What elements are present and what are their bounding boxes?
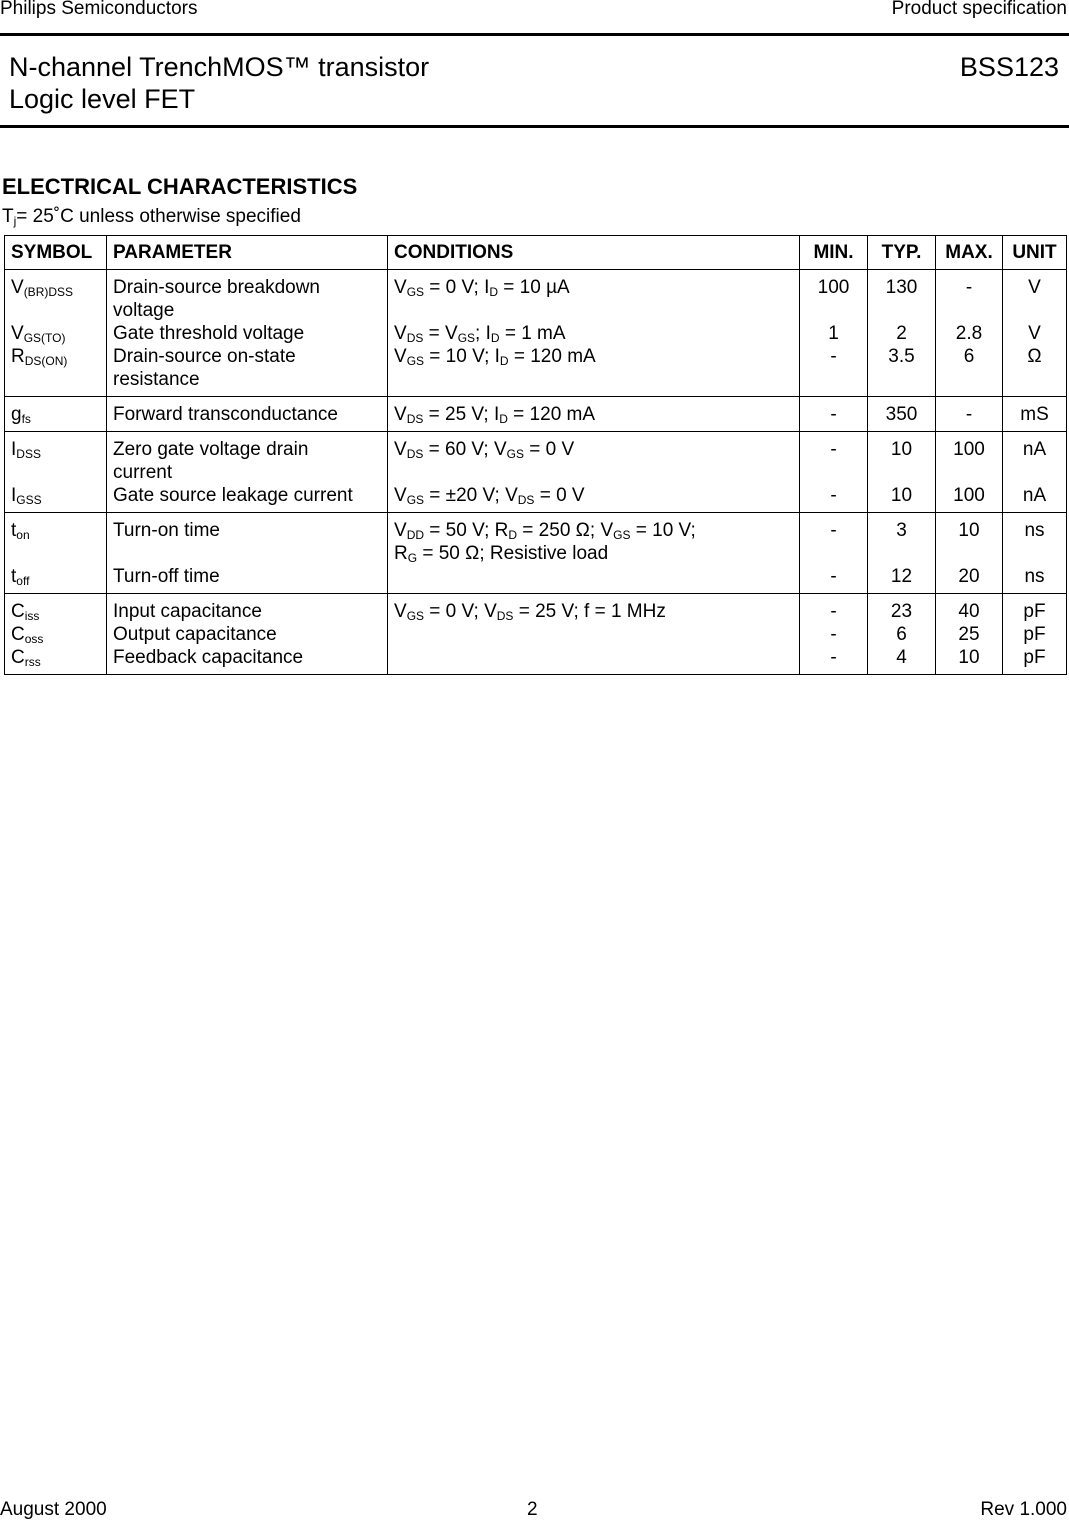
typ-value: 4 bbox=[896, 647, 907, 668]
page-number: 2 bbox=[527, 1499, 538, 1520]
max-cell bbox=[936, 432, 1003, 513]
header-max: MAX. bbox=[936, 236, 1003, 270]
footer-date: August 2000 bbox=[0, 1499, 107, 1520]
symbol-cell bbox=[5, 397, 107, 432]
condition-text: $V_{DD} = 50$ V; $R_D = 250$ Ω; $V_{GS} = 10$ V; bbox=[394, 520, 696, 542]
max-value: 6 bbox=[963, 346, 975, 367]
condition-text: $V_{GS} = \pm 20$ V; $V_{DS} = 0$ V bbox=[394, 485, 585, 507]
symbol-i-dss: $I_{DSS}$ bbox=[11, 439, 41, 461]
min-value: 100 bbox=[817, 277, 850, 298]
typ-value: 12 bbox=[890, 566, 913, 587]
symbol-t-off: $t_{off}$ bbox=[11, 566, 30, 588]
condition-text: $V_{DS} = V_{GS}$; $I_D = 1$ mA bbox=[394, 323, 566, 345]
condition-text: $V_{GS} = 10$ V; $I_D = 120$ mA bbox=[394, 346, 596, 368]
min-value: - bbox=[830, 404, 837, 425]
unit-value: pF bbox=[1023, 647, 1046, 668]
symbol-cell bbox=[5, 513, 107, 594]
title-line-2: Logic level FET bbox=[9, 84, 196, 114]
symbol-v-br-dss: $V_{(BR)DSS}$ bbox=[11, 277, 74, 299]
min-value: - bbox=[830, 520, 837, 541]
max-value: 40 bbox=[958, 601, 980, 622]
unit-value: nA bbox=[1022, 485, 1047, 506]
parameter-text: Forward transconductance bbox=[113, 404, 338, 425]
conditions-cell bbox=[388, 513, 800, 594]
typ-cell bbox=[868, 397, 936, 432]
typ-cell bbox=[868, 594, 936, 675]
min-value: - bbox=[830, 485, 837, 506]
symbol-r-ds-on: $R_{DS(ON)}$ bbox=[11, 346, 68, 368]
parameter-text: Turn-off time bbox=[113, 566, 220, 587]
symbol-g-fs: $g_{fs}$ bbox=[11, 404, 31, 426]
min-value: - bbox=[830, 601, 837, 622]
parameter-text: Gate threshold voltage bbox=[113, 323, 305, 344]
unit-value: ns bbox=[1024, 520, 1045, 541]
min-cell bbox=[800, 270, 868, 397]
header-symbol: SYMBOL bbox=[5, 236, 107, 270]
typ-cell bbox=[868, 270, 936, 397]
document-type: Product specification bbox=[891, 0, 1067, 19]
symbol-cell bbox=[5, 432, 107, 513]
symbol-cell bbox=[5, 270, 107, 397]
typ-value: 23 bbox=[890, 601, 913, 622]
symbol-cell bbox=[5, 594, 107, 675]
min-value: - bbox=[830, 566, 837, 587]
parameter-text: Drain-source breakdown bbox=[113, 277, 320, 298]
unit-value: pF bbox=[1023, 601, 1046, 622]
header-conditions: CONDITIONS bbox=[388, 236, 800, 270]
symbol-c-iss: $C_{iss}$ bbox=[11, 601, 40, 623]
conditions-cell bbox=[388, 270, 800, 397]
symbol-c-rss: $C_{rss}$ bbox=[11, 647, 41, 669]
parameter-text: Output capacitance bbox=[113, 624, 277, 645]
parameter-text: Feedback capacitance bbox=[113, 647, 304, 668]
max-value: 10 bbox=[958, 520, 980, 541]
header-parameter: PARAMETER bbox=[107, 236, 388, 270]
unit-cell bbox=[1003, 594, 1067, 675]
parameter-text: Input capacitance bbox=[113, 601, 262, 622]
table-row bbox=[5, 594, 1067, 675]
parameter-cell bbox=[107, 432, 388, 513]
parameter-text: Drain-source on-state bbox=[113, 346, 296, 367]
symbol-i-gss: $I_{GSS}$ bbox=[11, 485, 42, 507]
unit-value: V bbox=[1028, 323, 1041, 344]
parameter-text: voltage bbox=[113, 300, 175, 321]
typ-cell bbox=[868, 432, 936, 513]
min-value: - bbox=[830, 346, 837, 367]
typ-value: 130 bbox=[885, 277, 918, 298]
unit-value: V bbox=[1028, 277, 1041, 298]
typ-value: 10 bbox=[890, 485, 913, 506]
parameter-text: resistance bbox=[113, 369, 200, 390]
electrical-characteristics-table bbox=[4, 235, 1067, 675]
part-number: BSS123 bbox=[959, 52, 1059, 82]
section-title: ELECTRICAL CHARACTERISTICS bbox=[2, 174, 358, 199]
unit-cell bbox=[1003, 432, 1067, 513]
table-row bbox=[5, 513, 1067, 594]
typ-value: 3.5 bbox=[888, 346, 915, 367]
condition-text: $V_{DS} = 25$ V; $I_D = 120$ mA bbox=[394, 404, 596, 426]
max-value: 2.8 bbox=[955, 323, 983, 344]
parameter-cell bbox=[107, 397, 388, 432]
min-value: - bbox=[830, 439, 837, 460]
symbol-t-on: $t_{on}$ bbox=[11, 520, 30, 542]
condition-text: $V_{GS} = 0$ V; $V_{DS} = 25$ V; f = 1 MHz bbox=[394, 601, 666, 623]
max-cell bbox=[936, 397, 1003, 432]
max-cell bbox=[936, 594, 1003, 675]
min-value: 1 bbox=[828, 323, 839, 344]
unit-cell bbox=[1003, 397, 1067, 432]
min-value: - bbox=[830, 647, 837, 668]
parameter-text: Zero gate voltage drain bbox=[113, 439, 309, 460]
parameter-text: Gate source leakage current bbox=[113, 485, 353, 506]
title-line-1: N-channel TrenchMOS™ transistor bbox=[9, 52, 430, 82]
unit-value: pF bbox=[1023, 624, 1046, 645]
conditions-cell bbox=[388, 432, 800, 513]
typ-value: 6 bbox=[896, 624, 907, 645]
max-value: 10 bbox=[958, 647, 980, 668]
min-cell bbox=[800, 397, 868, 432]
conditions-cell bbox=[388, 397, 800, 432]
table-header-row bbox=[5, 236, 1067, 270]
typ-value: 350 bbox=[885, 404, 918, 425]
ambient-condition-note: $T_j=$ 25˚C unless otherwise specified bbox=[2, 206, 301, 228]
max-value: 20 bbox=[958, 566, 980, 587]
symbol-c-oss: $C_{oss}$ bbox=[11, 624, 44, 646]
header-min: MIN. bbox=[800, 236, 868, 270]
parameter-text: current bbox=[113, 462, 173, 483]
condition-text: $V_{DS} = 60$ V; $V_{GS} = 0$ V bbox=[394, 439, 575, 461]
parameter-cell bbox=[107, 270, 388, 397]
max-value: - bbox=[965, 404, 973, 425]
max-value: 100 bbox=[953, 439, 985, 460]
unit-cell bbox=[1003, 513, 1067, 594]
table-row bbox=[5, 432, 1067, 513]
parameter-text: Turn-on time bbox=[113, 520, 220, 541]
min-cell bbox=[800, 513, 868, 594]
symbol-v-gs-to: $V_{GS(TO)}$ bbox=[11, 323, 66, 345]
header-typ: TYP. bbox=[868, 236, 936, 270]
parameter-cell bbox=[107, 513, 388, 594]
unit-cell bbox=[1003, 270, 1067, 397]
min-cell bbox=[800, 432, 868, 513]
unit-value: mS bbox=[1020, 404, 1049, 425]
table-row bbox=[5, 397, 1067, 432]
conditions-cell bbox=[388, 594, 800, 675]
condition-text: $V_{GS} = 0$ V; $I_D = 10$ µA bbox=[394, 277, 570, 299]
max-value: 100 bbox=[953, 485, 985, 506]
product-title bbox=[9, 51, 429, 115]
typ-value: 2 bbox=[896, 323, 907, 344]
typ-value: 3 bbox=[896, 520, 907, 541]
unit-value: Ω bbox=[1027, 346, 1042, 367]
header-unit: UNIT bbox=[1003, 236, 1067, 270]
parameter-cell bbox=[107, 594, 388, 675]
title-rule bbox=[0, 125, 1069, 128]
unit-value: ns bbox=[1024, 566, 1045, 587]
typ-value: 10 bbox=[890, 439, 913, 460]
unit-value: nA bbox=[1022, 439, 1047, 460]
company-name: Philips Semiconductors bbox=[0, 0, 198, 19]
max-value: 25 bbox=[958, 624, 980, 645]
min-cell bbox=[800, 594, 868, 675]
max-cell bbox=[936, 270, 1003, 397]
revision: Rev 1.000 bbox=[980, 1499, 1067, 1520]
typ-cell bbox=[868, 513, 936, 594]
table-row bbox=[5, 270, 1067, 397]
max-cell bbox=[936, 513, 1003, 594]
min-value: - bbox=[830, 624, 837, 645]
max-value: - bbox=[965, 277, 973, 298]
header-rule bbox=[0, 33, 1069, 36]
condition-text: $R_G = 50$ Ω; Resistive load bbox=[394, 543, 609, 565]
